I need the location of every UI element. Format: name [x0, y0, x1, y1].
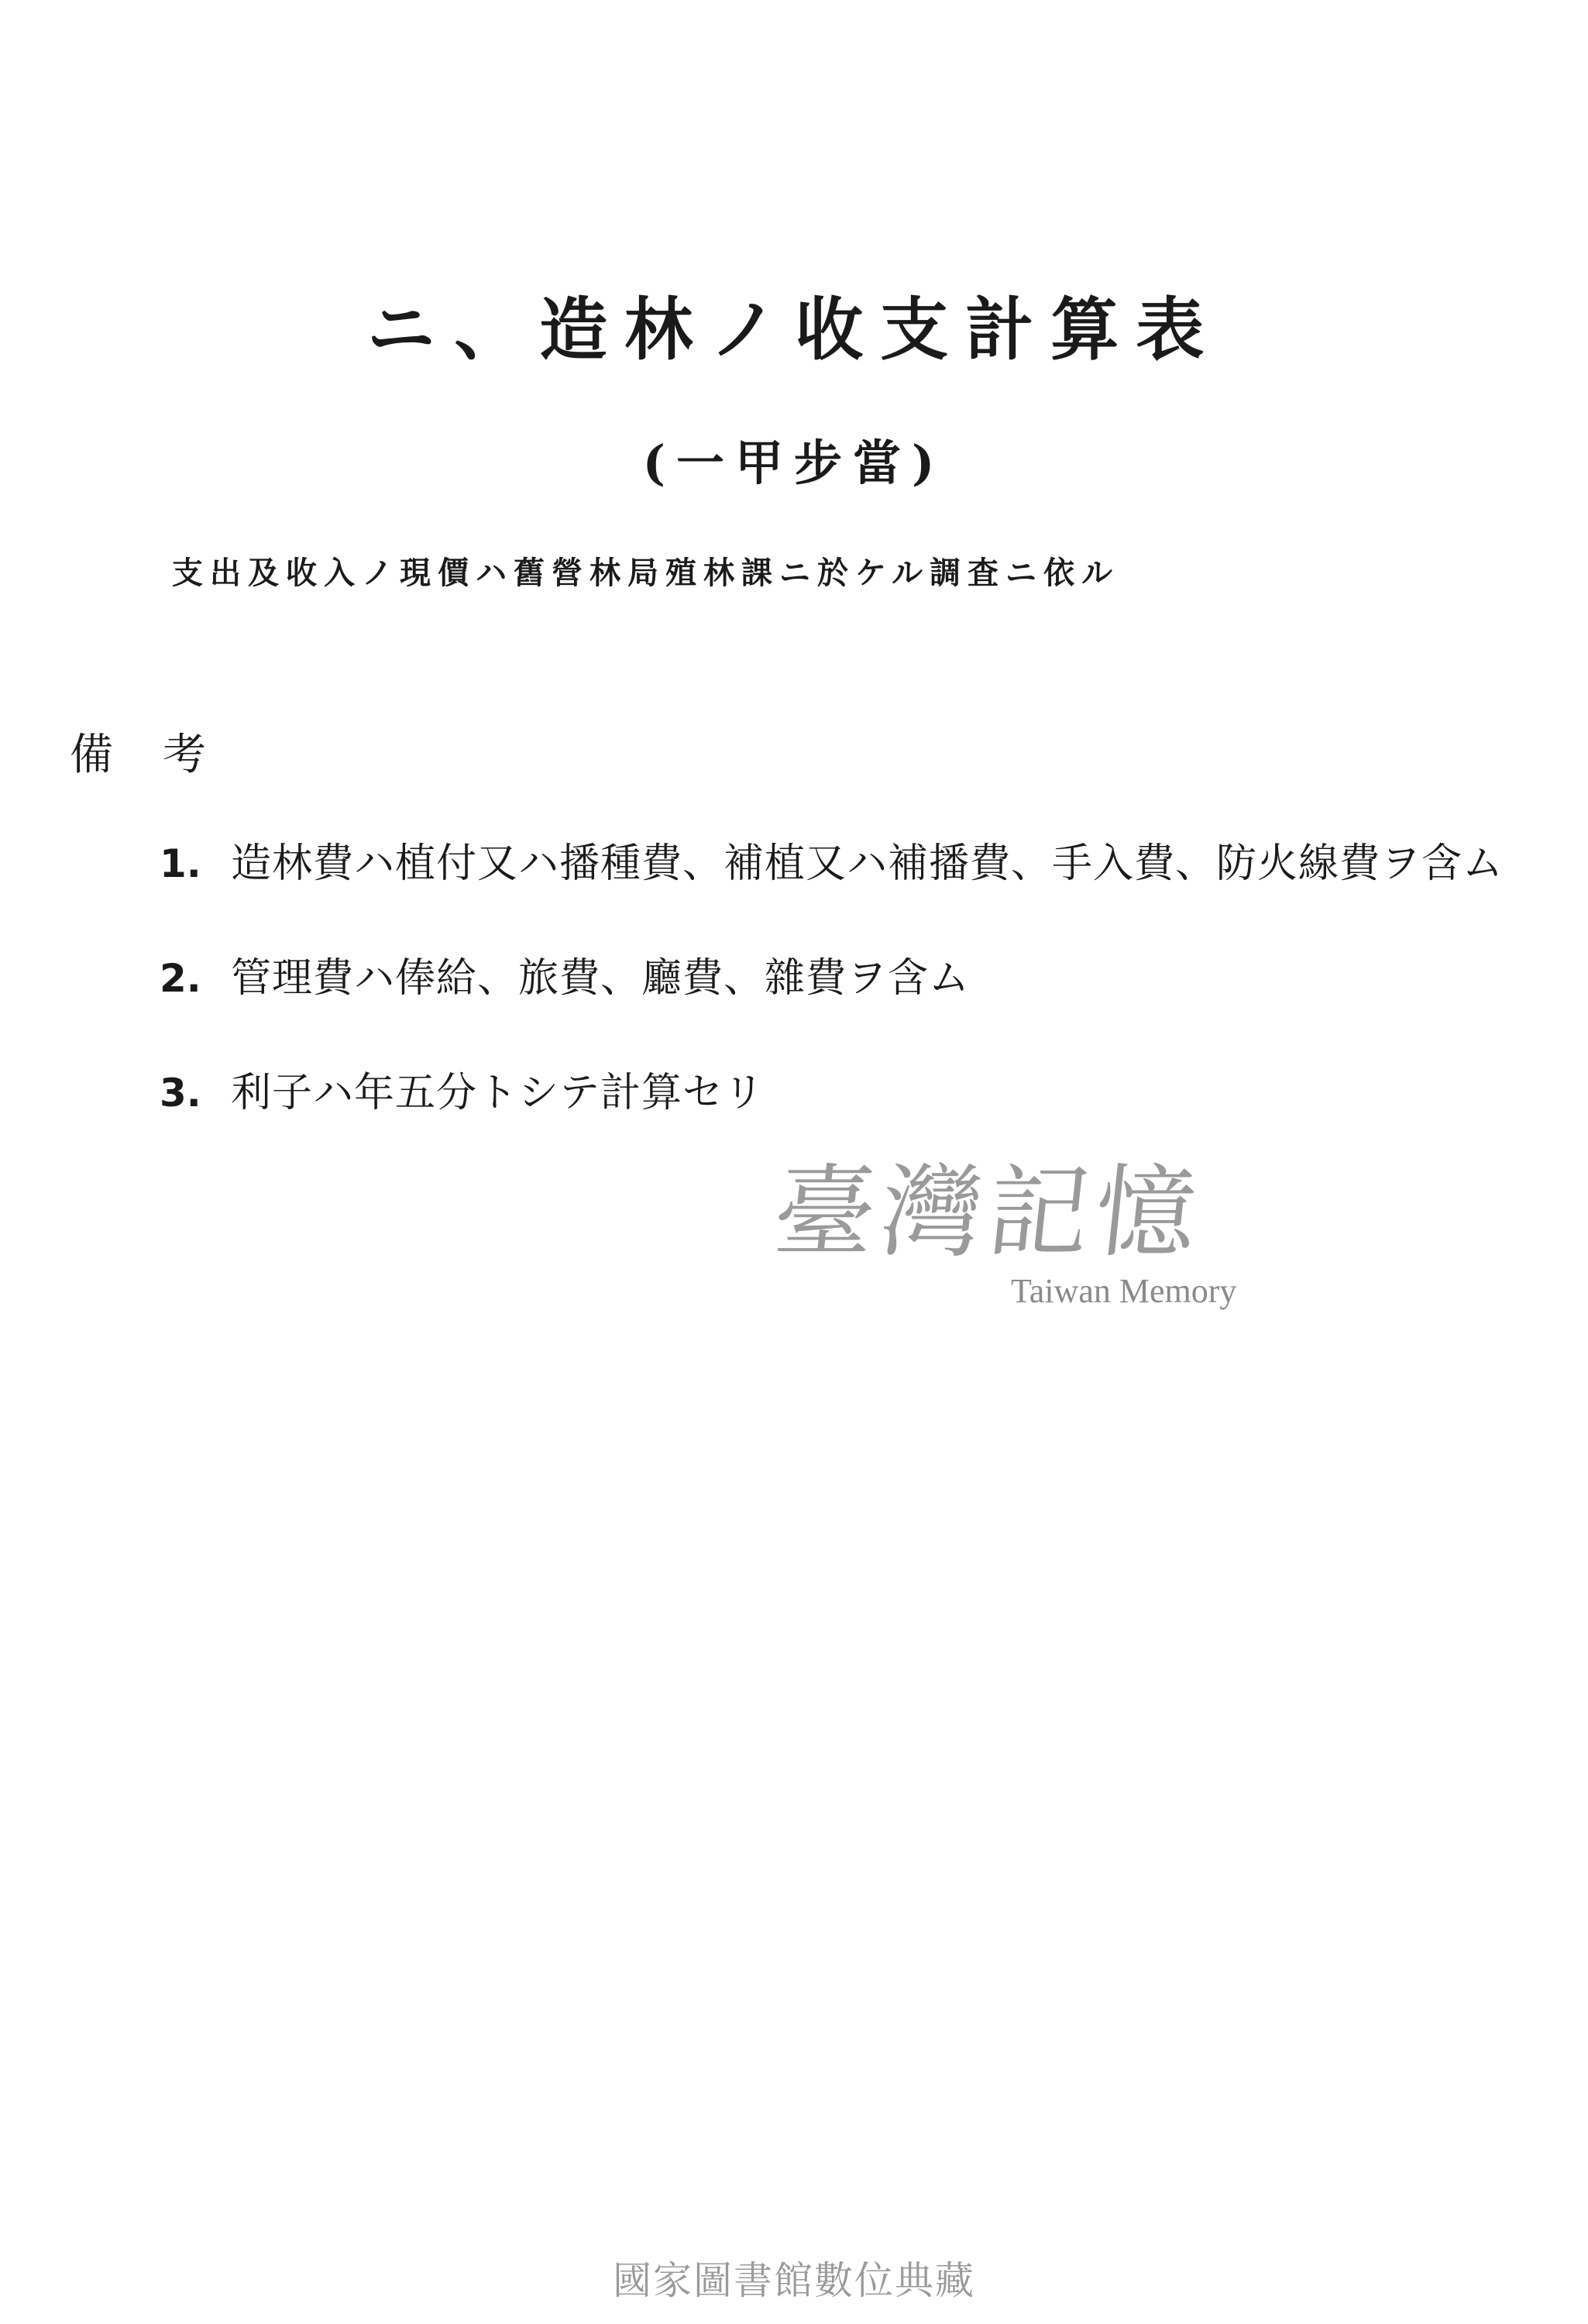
remark-note-text: 利子ハ年五分トシテ計算セリ — [231, 1070, 765, 1116]
page-title: ニ、造林ノ收支計算表 — [366, 289, 1222, 370]
remark-note-number: 1. — [160, 841, 201, 886]
remark-note — [160, 951, 970, 1006]
taiwan-memory-watermark — [768, 1153, 1301, 1332]
remark-note-text: 造林費ハ植付又ハ播種費、補植又ハ補播費、手入費、防火線費ヲ含ム — [231, 841, 1504, 887]
remarks-heading: 備考 — [70, 730, 256, 780]
library-footer-stamp: 國家圖書館數位典藏 — [613, 2258, 975, 2303]
source-note: 支出及收入ノ現價ハ舊營林局殖林課ニ於ケル調査ニ依ル — [172, 555, 1119, 591]
remark-note — [160, 1066, 765, 1120]
remark-note-number: 2. — [160, 956, 201, 1001]
watermark-logo-subtext: Taiwan Memory — [1011, 1272, 1237, 1310]
remark-note — [160, 837, 1504, 891]
page-subtitle: (一甲步當) — [642, 435, 946, 491]
watermark-logo-glyphs: 臺灣記憶 — [768, 1153, 1209, 1271]
remark-note-number: 3. — [160, 1071, 201, 1116]
remark-note-text: 管理費ハ俸給、旅費、廳費、雜費ヲ含ム — [231, 955, 971, 1002]
